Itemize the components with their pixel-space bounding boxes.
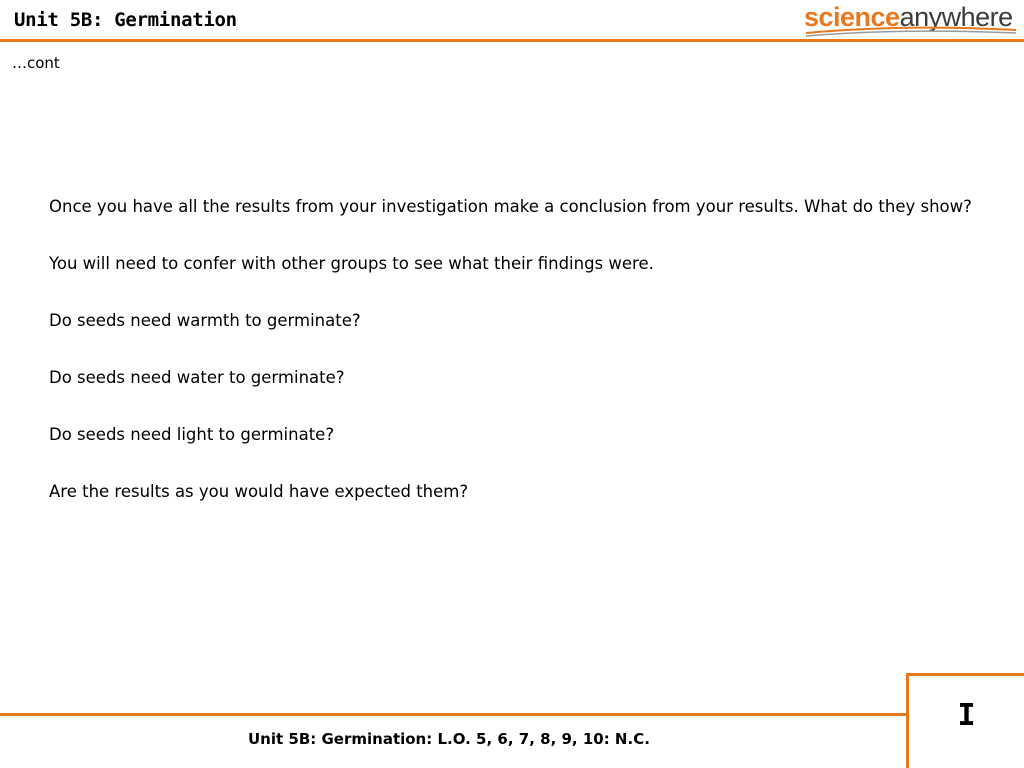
corner-letter: I <box>957 698 976 733</box>
corner-badge <box>906 673 1024 768</box>
scienceanywhere-logo <box>804 2 1018 38</box>
paragraph-conclusion: Once you have all the results from your investigation make a conclusion from your results. What do they show? <box>49 197 972 216</box>
question-expected: Are the results as you would have expected them? <box>49 482 469 501</box>
continued-label: …cont <box>12 54 60 72</box>
logo-anywhere-text: anywhere <box>899 2 1013 32</box>
page-title: Unit 5B: Germination <box>14 9 237 31</box>
logo-science-text: science <box>804 2 900 32</box>
logo-swoosh-icon <box>804 24 1018 38</box>
paragraph-confer: You will need to confer with other groups to see what their findings were. <box>49 254 654 273</box>
question-light: Do seeds need light to germinate? <box>49 425 335 444</box>
main-content <box>49 195 994 537</box>
footer-text: Unit 5B: Germination: L.O. 5, 6, 7, 8, 9, 10: N.C. <box>248 730 650 748</box>
question-warmth: Do seeds need warmth to germinate? <box>49 311 361 330</box>
header-divider <box>0 39 1024 42</box>
footer-divider <box>0 713 908 716</box>
question-water: Do seeds need water to germinate? <box>49 368 345 387</box>
